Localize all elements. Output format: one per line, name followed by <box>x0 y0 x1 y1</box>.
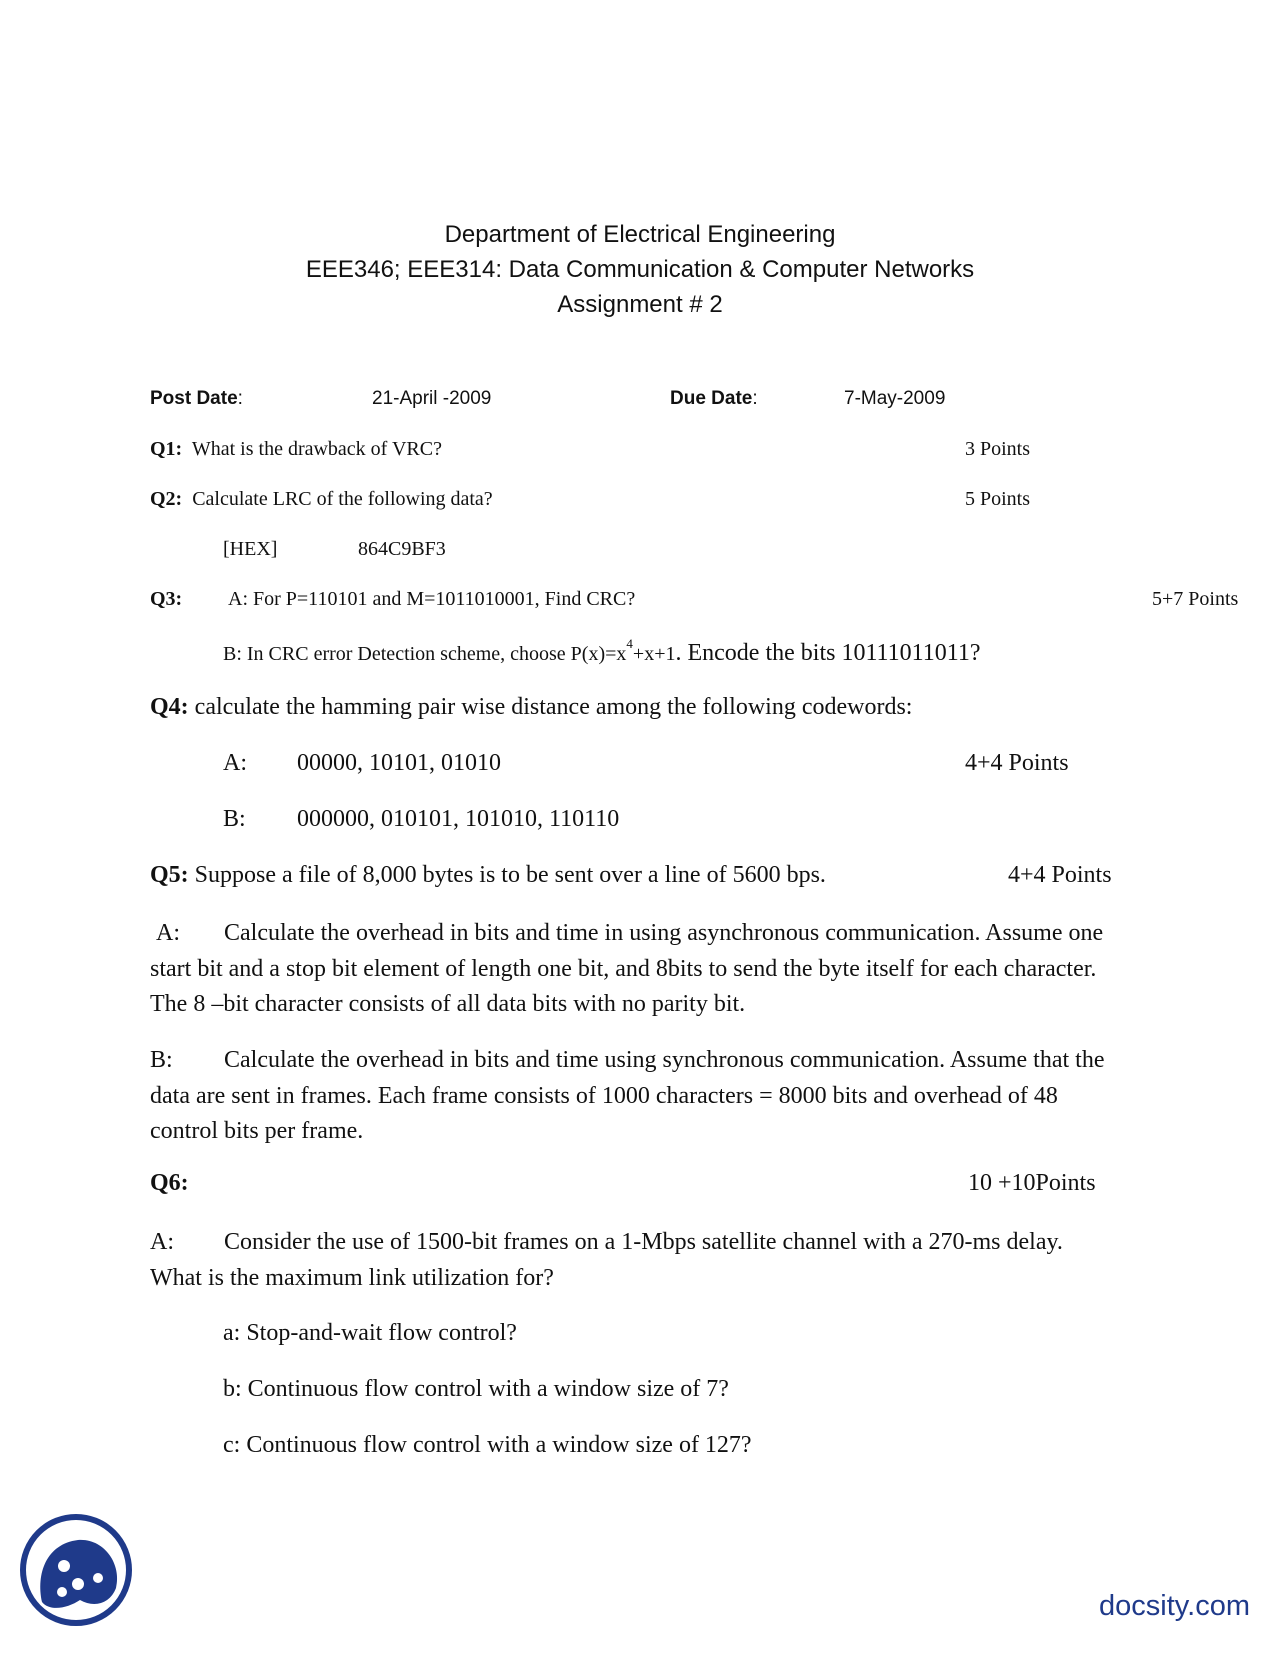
hex-value: 864C9BF3 <box>358 538 446 560</box>
question-6-sub-a: a: Stop-and-wait flow control? <box>223 1320 517 1346</box>
question-4-points: 4+4 Points <box>965 750 1069 776</box>
question-6-part-a <box>150 1225 1110 1296</box>
question-text: calculate the hamming pair wise distance among the following codewords: <box>194 694 913 720</box>
question-text: What is the drawback of VRC? <box>191 438 442 460</box>
part-label: A: <box>156 920 180 946</box>
question-number: Q2: <box>150 488 183 510</box>
part-text: Calculate the overhead in bits and time in using asynchronous communication. Assume one start bit and a stop bit element of length one bit, and 8bits to send the byte itself for each character. The 8 –bit character consists of all data bits with no parity bit. <box>150 920 1104 1017</box>
question-4-a-value: 00000, 10101, 01010 <box>297 750 501 776</box>
docsity-logo-icon[interactable] <box>18 1512 134 1628</box>
question-text: Calculate LRC of the following data? <box>192 488 493 510</box>
course-title: EEE346; EEE314: Data Communication & Computer Networks <box>305 256 975 283</box>
question-number: Q5: <box>150 862 189 888</box>
part-label: A: <box>150 1229 174 1255</box>
due-date-label: Due Date: <box>670 388 758 409</box>
question-4-b-label: B: <box>223 806 246 832</box>
question-3-part-a: A: For P=110101 and M=1011010001, Find CRC? <box>228 588 636 610</box>
question-1-points: 3 Points <box>965 438 1031 460</box>
question-3-part-b: B: In CRC error Detection scheme, choose $P(x)=x^4+x+1$. Encode the bits 10111011011? <box>223 636 981 666</box>
question-4-b-value: 000000, 010101, 101010, 110110 <box>297 806 620 832</box>
question-3-points: 5+7 Points <box>1152 588 1239 610</box>
assignment-title: Assignment # 2 <box>557 291 723 318</box>
question-6-points: 10 +10Points <box>968 1170 1096 1196</box>
hex-label: [HEX] <box>223 538 278 560</box>
question-6-number: Q6: <box>150 1170 189 1196</box>
question-2-points: 5 Points <box>965 488 1031 510</box>
department-title: Department of Electrical Engineering <box>444 221 836 248</box>
part-label: B: <box>150 1047 173 1073</box>
question-2 <box>150 488 493 511</box>
post-date-value: 21-April -2009 <box>372 388 492 409</box>
docsity-brand-link[interactable]: docsity.com <box>1099 1590 1250 1622</box>
part-text: Calculate the overhead in bits and time using synchronous communication. Assume that the data are sent in frames. Each frame consists of 1000 characters = 8000 bits and overhead of 48 control bits per frame. <box>150 1047 1105 1144</box>
question-number: Q1: <box>150 438 183 460</box>
question-4-a-label: A: <box>223 750 247 776</box>
question-6-sub-b: b: Continuous flow control with a window size of 7? <box>223 1376 729 1402</box>
question-5-points: 4+4 Points <box>1008 862 1112 888</box>
part-text: Consider the use of 1500-bit frames on a 1-Mbps satellite channel with a 270-ms delay. What is the maximum link utilization for? <box>150 1229 1063 1291</box>
question-1 <box>150 438 442 461</box>
question-6-sub-c: c: Continuous flow control with a window size of 127? <box>223 1432 752 1458</box>
question-3-number: Q3: <box>150 588 183 610</box>
question-4 <box>150 694 912 721</box>
question-number: Q4: <box>150 694 189 720</box>
question-5 <box>150 862 826 889</box>
question-5-part-a <box>150 916 1110 1023</box>
post-date-label: Post Date: <box>150 388 243 409</box>
question-text: Suppose a file of 8,000 bytes is to be sent over a line of 5600 bps. <box>194 862 826 888</box>
question-5-part-b <box>150 1043 1110 1150</box>
due-date-value: 7-May-2009 <box>844 388 946 409</box>
